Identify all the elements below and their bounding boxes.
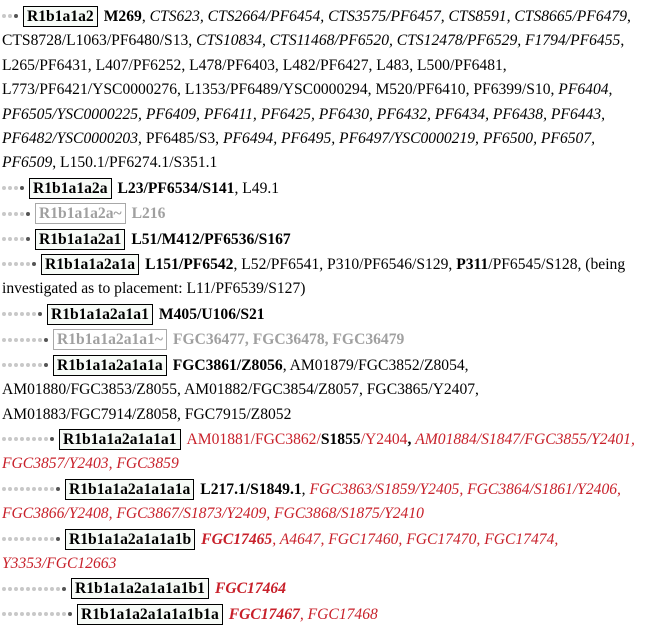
dot-icon	[32, 537, 36, 541]
dot-icon	[32, 363, 36, 367]
dot-icon	[32, 312, 36, 316]
dot-icon	[14, 14, 18, 18]
dot-icon	[68, 612, 72, 616]
haplogroup-name[interactable]: R1b1a1a2a1a1a1b	[65, 529, 195, 550]
snp-markers: , AM01879/FGC3852/Z8054, AM01880/FGC3853/Z8055, AM01882/FGC3854/Z8057, FGC3865/Y2407, AM01883/FGC7914/Z8058, FGC7915/Z8052	[2, 356, 479, 423]
dot-icon	[62, 612, 66, 616]
snp-markers: PF6404, PF6505/YSC0000225, PF6409, PF6411, PF6425, PF6430, PF6432, PF6434, PF6438, PF6443, PF6482/YSC0000203	[2, 81, 613, 148]
snp-markers: PF6494, PF6495, PF6497/YSC0000219, PF6500, PF6507, PF6509	[2, 130, 596, 172]
snp-markers: FGC36477, FGC36478, FGC36479	[173, 331, 405, 349]
dot-icon	[8, 186, 12, 190]
depth-indicator	[2, 353, 50, 363]
haplogroup-name[interactable]: R1b1a1a2a1a1a1a	[65, 479, 194, 500]
dot-icon	[44, 437, 48, 441]
haplogroup-name[interactable]: R1b1a1a2a1a1	[47, 304, 153, 325]
dot-icon	[56, 537, 60, 541]
dot-icon	[26, 537, 30, 541]
depth-indicator	[2, 252, 38, 262]
dot-icon	[38, 537, 42, 541]
dot-icon	[38, 487, 42, 491]
dot-icon	[8, 212, 12, 216]
dot-icon	[14, 437, 18, 441]
dot-icon	[2, 437, 6, 441]
depth-indicator	[2, 477, 62, 487]
dot-icon	[2, 612, 6, 616]
tree-entry	[2, 527, 647, 577]
depth-indicator	[2, 527, 62, 537]
snp-markers: , L49.1	[234, 179, 280, 197]
dot-icon	[38, 363, 42, 367]
dot-icon	[38, 587, 42, 591]
dot-icon	[56, 487, 60, 491]
depth-indicator	[2, 302, 44, 312]
snp-markers: ,	[301, 480, 310, 498]
dot-icon	[2, 237, 6, 241]
dot-icon	[2, 487, 6, 491]
dot-icon	[26, 363, 30, 367]
snp-markers: , A4647, FGC17460, FGC17470, FGC17474, Y3353/FGC12663	[2, 530, 559, 572]
dot-icon	[20, 587, 24, 591]
dot-icon	[8, 312, 12, 316]
dot-icon	[62, 587, 66, 591]
snp-markers: , CTS8728/L1063/PF6480/S13,	[2, 8, 631, 50]
snp-markers: L217.1/S1849.1	[200, 480, 302, 498]
tree-entry	[2, 602, 647, 627]
tree-entry	[2, 176, 647, 201]
dot-icon	[14, 237, 18, 241]
dot-icon	[26, 237, 30, 241]
dot-icon	[20, 487, 24, 491]
dot-icon	[56, 587, 60, 591]
dot-icon	[2, 537, 6, 541]
tree-entry	[2, 302, 647, 327]
snp-markers: P311	[456, 256, 489, 274]
depth-indicator	[2, 427, 56, 437]
tree-entry	[2, 252, 647, 302]
tree-entry	[2, 353, 647, 427]
snp-markers: , L150.1/PF6274.1/S351.1	[52, 154, 218, 172]
dot-icon	[50, 487, 54, 491]
haplogroup-name[interactable]: R1b1a1a2a~	[35, 203, 126, 224]
depth-indicator	[2, 176, 26, 186]
dot-icon	[20, 612, 24, 616]
dot-icon	[32, 338, 36, 342]
dot-icon	[2, 363, 6, 367]
haplogroup-name[interactable]: R1b1a1a2a1a1~	[53, 329, 167, 350]
dot-icon	[2, 338, 6, 342]
haplogroup-name[interactable]: R1b1a1a2a	[29, 178, 112, 199]
tree-entry	[2, 201, 647, 226]
snp-markers: /PF6545/S128, (being investigated as to placement: L11/PF6539/S127)	[2, 256, 626, 298]
haplogroup-name[interactable]: R1b1a1a2a1a	[41, 254, 139, 275]
dot-icon	[14, 312, 18, 316]
dot-icon	[14, 338, 18, 342]
dot-icon	[20, 262, 24, 266]
depth-indicator	[2, 327, 50, 337]
dot-icon	[14, 262, 18, 266]
tree-entry	[2, 327, 647, 352]
dot-icon	[50, 437, 54, 441]
dot-icon	[38, 612, 42, 616]
snp-markers: S1855	[320, 430, 361, 448]
dot-icon	[26, 262, 30, 266]
snp-markers: L151/PF6542	[145, 256, 234, 274]
dot-icon	[32, 487, 36, 491]
haplogroup-name[interactable]: R1b1a1a2	[23, 6, 98, 27]
snp-markers: CTS10834, CTS11468/PF6520, CTS12478/PF6529, F1794/PF6455	[196, 32, 621, 50]
snp-markers: AM01881/FGC3862/	[186, 430, 321, 448]
snp-markers: FGC3861/Z8056	[172, 356, 283, 374]
dot-icon	[32, 612, 36, 616]
dot-icon	[20, 338, 24, 342]
haplogroup-name[interactable]: R1b1a1a2a1a1a1b1	[71, 578, 209, 599]
dot-icon	[2, 186, 6, 190]
dot-icon	[14, 186, 18, 190]
dot-icon	[50, 587, 54, 591]
snp-markers: L216	[131, 205, 166, 223]
snp-markers: FGC17467	[228, 605, 300, 623]
dot-icon	[8, 537, 12, 541]
dot-icon	[44, 487, 48, 491]
dot-icon	[32, 587, 36, 591]
snp-markers: M269	[103, 8, 142, 25]
dot-icon	[50, 612, 54, 616]
dot-icon	[14, 612, 18, 616]
snp-markers: L51/M412/PF6536/S167	[131, 230, 291, 248]
snp-markers: ,	[141, 8, 150, 25]
snp-markers: ,	[407, 430, 416, 448]
dot-icon	[32, 437, 36, 441]
dot-icon	[14, 363, 18, 367]
tree-entry	[2, 477, 647, 527]
dot-icon	[8, 338, 12, 342]
dot-icon	[8, 262, 12, 266]
dot-icon	[20, 437, 24, 441]
dot-icon	[8, 612, 12, 616]
dot-icon	[2, 212, 6, 216]
dot-icon	[20, 312, 24, 316]
dot-icon	[38, 338, 42, 342]
dot-icon	[14, 212, 18, 216]
haplogroup-name[interactable]: R1b1a1a2a1a1a1	[59, 429, 181, 450]
dot-icon	[8, 363, 12, 367]
dot-icon	[26, 312, 30, 316]
dot-icon	[38, 312, 42, 316]
snp-markers: , FGC17468	[299, 605, 378, 623]
snp-markers: CTS623, CTS2664/PF6454, CTS3575/PF6457, CTS8591, CTS8665/PF6479	[149, 8, 628, 25]
tree-entry	[2, 4, 647, 176]
dot-icon	[26, 437, 30, 441]
dot-icon	[14, 487, 18, 491]
snp-markers: , L52/PF6541, P310/PF6546/S129,	[233, 256, 457, 274]
dot-icon	[44, 587, 48, 591]
tree-entry	[2, 576, 647, 601]
dot-icon	[2, 312, 6, 316]
snp-markers: FGC3863/S1859/Y2405, FGC3864/S1861/Y2406, FGC3866/Y2408, FGC3867/S1873/Y2409, FGC3868/S1875/Y2410	[2, 480, 621, 523]
dot-icon	[2, 587, 6, 591]
depth-indicator	[2, 201, 32, 211]
dot-icon	[8, 587, 12, 591]
snp-markers: M405/U106/S21	[158, 305, 265, 323]
dot-icon	[44, 537, 48, 541]
snp-markers: FGC17464	[214, 580, 287, 598]
dot-icon	[56, 612, 60, 616]
snp-markers: FGC17465	[201, 530, 273, 548]
dot-icon	[2, 14, 6, 18]
haplogroup-name[interactable]: R1b1a1a2a1a1a1b1a	[77, 604, 223, 625]
dot-icon	[32, 262, 36, 266]
dot-icon	[26, 612, 30, 616]
dot-icon	[26, 212, 30, 216]
dot-icon	[2, 262, 6, 266]
tree-entry	[2, 427, 647, 477]
dot-icon	[20, 363, 24, 367]
dot-icon	[26, 338, 30, 342]
haplogroup-name[interactable]: R1b1a1a2a1a1a	[53, 355, 167, 376]
dot-icon	[14, 537, 18, 541]
snp-markers: AM01884/S1847/FGC3855/Y2401, FGC3857/Y2403, FGC3859	[2, 430, 635, 473]
depth-indicator	[2, 227, 32, 237]
snp-markers: , L265/PF6431, L407/PF6252, L478/PF6403, L482/PF6427, L483, L500/PF6481, L773/PF6421/YSC0000276, L1353/PF6489/YSC0000294, M520/PF6410, PF6399/S10,	[2, 32, 625, 99]
dot-icon	[20, 237, 24, 241]
dot-icon	[8, 14, 12, 18]
depth-indicator	[2, 602, 74, 612]
dot-icon	[8, 487, 12, 491]
dot-icon	[44, 612, 48, 616]
snp-markers: /Y2404	[360, 430, 408, 448]
dot-icon	[20, 186, 24, 190]
dot-icon	[50, 537, 54, 541]
depth-indicator	[2, 4, 20, 14]
dot-icon	[26, 587, 30, 591]
snp-markers: , PF6485/S3,	[138, 130, 223, 148]
dot-icon	[14, 587, 18, 591]
dot-icon	[8, 237, 12, 241]
tree-entry	[2, 227, 647, 252]
dot-icon	[44, 363, 48, 367]
dot-icon	[38, 437, 42, 441]
snp-markers: L23/PF6534/S141	[117, 179, 235, 197]
dot-icon	[44, 338, 48, 342]
dot-icon	[20, 212, 24, 216]
dot-icon	[26, 487, 30, 491]
dot-icon	[8, 437, 12, 441]
dot-icon	[20, 537, 24, 541]
haplogroup-name[interactable]: R1b1a1a2a1	[35, 229, 125, 250]
depth-indicator	[2, 576, 68, 586]
